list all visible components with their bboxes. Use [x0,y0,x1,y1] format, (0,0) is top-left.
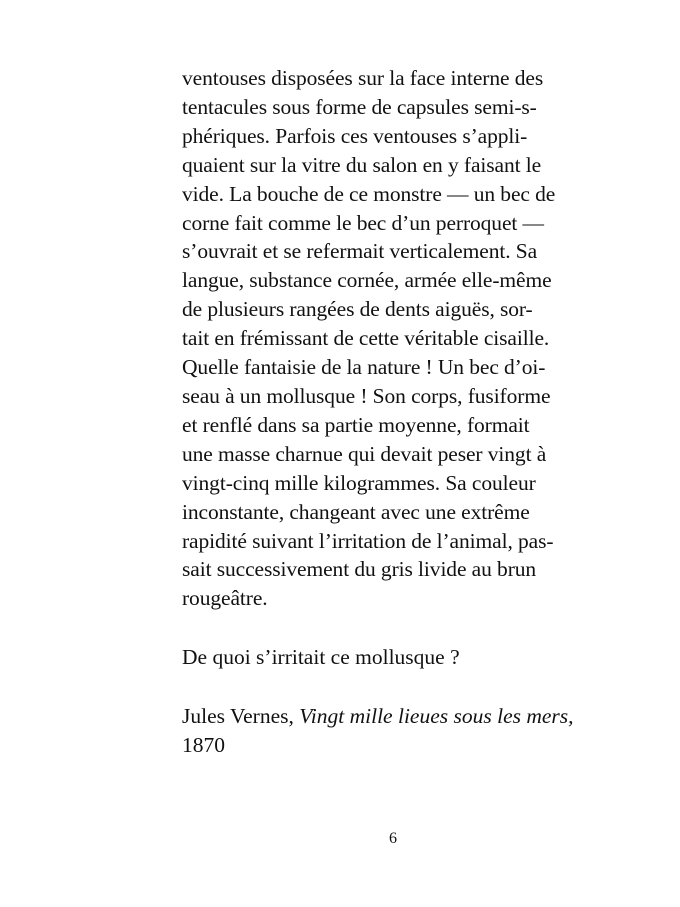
paragraph-line: inconstante, changeant avec une extrême [182,499,530,524]
paragraph-line: Quelle fantaisie de la nature ! Un bec d’oi- [182,355,546,380]
paragraph-line: langue, substance cornée, armée elle-même [182,268,552,293]
body-paragraph [182,64,602,613]
paragraph-line: vide. La bouche de ce monstre — un bec de [182,181,556,206]
paragraph-line: une masse charnue qui devait peser vingt à [182,441,547,466]
paragraph-line: rougeâtre. [182,586,268,611]
paragraph-line: ventouses disposées sur la face interne des [182,66,544,90]
paragraph-line: corne fait comme le bec d’un perroquet — [182,210,544,235]
paragraph-line: rapidité suivant l’irritation de l’animal, pas- [182,528,554,553]
publication-year: 1870 [182,733,225,757]
paragraph-line: de plusieurs rangées de dents aiguës, sor- [182,297,533,322]
paragraph-line: seau à un mollusque ! Son corps, fusiforme [182,383,551,408]
paragraph-line: s’ouvrait et se refermait verticalement. Sa [182,239,538,264]
paragraph-line: tentacules sous forme de capsules semi-s- [182,94,537,119]
work-title: Vingt mille lieues sous les mers, [299,704,574,728]
attribution-line [182,702,574,731]
source-attribution [182,702,574,760]
author-name: Jules Vernes, [182,704,294,728]
page-number: 6 [389,830,397,847]
paragraph-line: quaient sur la vitre du salon en y faisant le [182,152,542,177]
question-text: De quoi s’irritait ce mollusque ? [182,645,460,669]
paragraph-line: tait en frémissant de cette véritable cisaille. [182,326,550,351]
paragraph-line: vingt-cinq mille kilogrammes. Sa couleur [182,470,536,495]
paragraph-line: phériques. Parfois ces ventouses s’appli- [182,123,528,148]
paragraph-line: sait successivement du gris livide au brun [182,557,537,582]
paragraph-line: et renflé dans sa partie moyenne, formait [182,412,530,437]
